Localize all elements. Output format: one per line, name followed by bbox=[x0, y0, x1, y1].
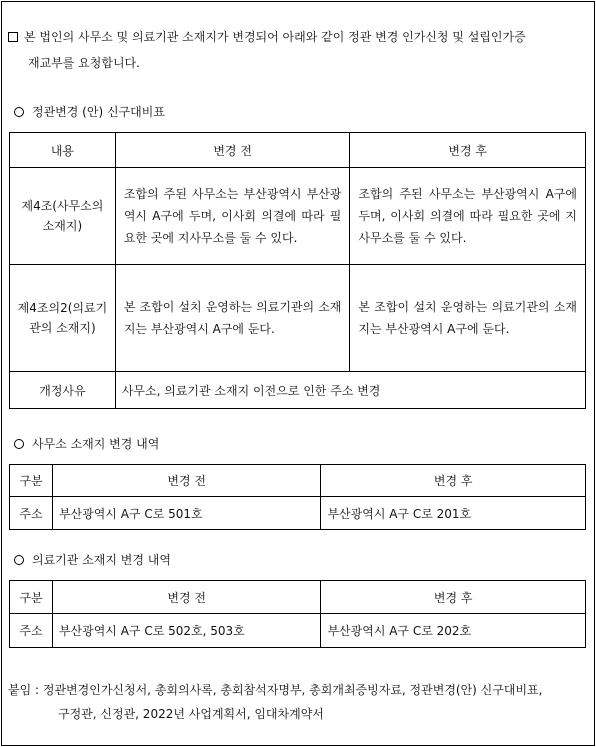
table-row bbox=[10, 497, 586, 530]
header-category: 구분 bbox=[10, 581, 53, 614]
table-header-row bbox=[10, 133, 586, 168]
row-before: 부산광역시 A구 C로 502호, 503호 bbox=[52, 614, 321, 648]
row-after: 조합의 주된 사무소는 부산광역시 A구에 두며, 이사회 의결에 따라 필요한 곳에 지사무소를 둘 수 있다. bbox=[350, 168, 586, 265]
intro-paragraph bbox=[8, 24, 588, 76]
office-address-table bbox=[9, 464, 586, 530]
header-before: 변경 전 bbox=[52, 465, 321, 497]
intro-line-2: 재교부를 요청합니다. bbox=[28, 56, 140, 70]
table-row bbox=[10, 265, 586, 372]
attachments-line-1: 붙임 : 정관변경인가신청서, 총회의사록, 총회참석자명부, 총회개최증빙자료, 정관변경(안) 신구대비표, bbox=[8, 683, 543, 697]
attachments-line-2: 구정관, 신정관, 2022년 사업계획서, 임대차계약서 bbox=[58, 707, 324, 721]
circle-bullet-icon bbox=[14, 107, 24, 117]
header-after: 변경 후 bbox=[321, 581, 586, 614]
header-after: 변경 후 bbox=[350, 133, 586, 168]
section2-title: 사무소 소재지 변경 내역 bbox=[32, 437, 160, 451]
header-content: 내용 bbox=[10, 133, 116, 168]
row-after: 본 조합이 설치 운영하는 의료기관의 소재지는 부산광역시 A구에 둔다. bbox=[350, 265, 586, 372]
circle-bullet-icon bbox=[14, 555, 24, 565]
row-before: 조합의 주된 사무소는 부산광역시 부산광역시 A구에 두며, 이사회 의결에 따라 필요한 곳에 지사무소를 둘 수 있다. bbox=[115, 168, 350, 265]
row-label: 제4조의2(의료기관의 소재지) bbox=[10, 265, 116, 372]
comparison-table bbox=[9, 132, 586, 409]
row-after: 부산광역시 A구 C로 202호 bbox=[321, 614, 586, 648]
header-category: 구분 bbox=[10, 465, 53, 497]
checkbox-icon bbox=[8, 32, 18, 42]
row-label: 주소 bbox=[10, 497, 53, 530]
reason-label: 개정사유 bbox=[10, 372, 116, 409]
section2-heading bbox=[14, 436, 159, 452]
table-header-row bbox=[10, 465, 586, 497]
intro-line-1: 본 법인의 사무소 및 의료기관 소재지가 변경되어 아래와 같이 정관 변경 인가신청 및 설립인가증 bbox=[24, 30, 526, 44]
row-before: 부산광역시 A구 C로 501호 bbox=[52, 497, 321, 530]
section1-heading bbox=[14, 104, 165, 120]
row-label: 주소 bbox=[10, 614, 53, 648]
row-label: 제4조(사무소의 소재지) bbox=[10, 168, 116, 265]
section1-title: 정관변경 (안) 신구대비표 bbox=[32, 105, 165, 119]
row-after: 부산광역시 A구 C로 201호 bbox=[321, 497, 586, 530]
section3-heading bbox=[14, 552, 171, 568]
circle-bullet-icon bbox=[14, 439, 24, 449]
header-before: 변경 전 bbox=[52, 581, 321, 614]
section3-title: 의료기관 소재지 변경 내역 bbox=[32, 553, 171, 567]
header-before: 변경 전 bbox=[115, 133, 350, 168]
attachments bbox=[8, 678, 592, 726]
header-after: 변경 후 bbox=[321, 465, 586, 497]
row-before: 본 조합이 설치 운영하는 의료기관의 소재지는 부산광역시 A구에 둔다. bbox=[115, 265, 350, 372]
reason-row bbox=[10, 372, 586, 409]
clinic-address-table bbox=[9, 580, 586, 648]
table-row bbox=[10, 168, 586, 265]
table-header-row bbox=[10, 581, 586, 614]
table-row bbox=[10, 614, 586, 648]
reason-text: 사무소, 의료기관 소재지 이전으로 인한 주소 변경 bbox=[115, 372, 585, 409]
